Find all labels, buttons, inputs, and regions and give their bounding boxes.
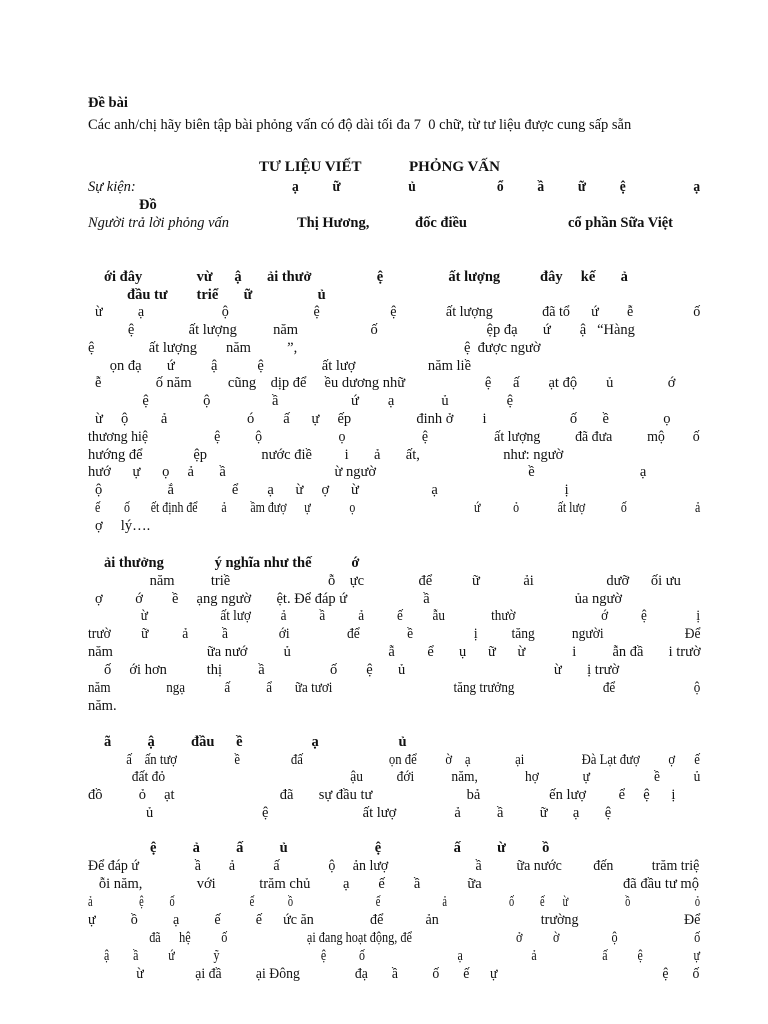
section1-body-line: ộ ắ ể ạ ừ ợ ừ ạ ị [95, 482, 569, 498]
section3-body-line: đồ ỏ ạt đã sự đầu tư bả ến lượ ể ệ ị [88, 787, 676, 803]
section1-body-line: hướ ự ọ ả ầ ừ ngườ ề ạ [88, 464, 647, 480]
section1-body-line: ễ ố năm cũng dịp để ều dương nhữ ệ ấ ạt độ ủ ớ [95, 375, 676, 391]
section1-body-line: hướng để ệp nước điề i ả ất, như: ngườ [88, 447, 564, 463]
section4-body-line: ỗi năm, với trăm chủ ạ ế ầ ữa đã đầu tư mộ [88, 876, 699, 892]
nguoi-tra-loi-label: Người trả lời phỏng vấn [88, 215, 229, 231]
section4-body-line: ự ồ ạ ế ế ức ăn để ản trường Để [88, 912, 701, 928]
section1-question-line2: đầu tư triể ữ ủ [127, 287, 326, 303]
nguoi-tra-loi-company: cổ phần Sữa Việt [568, 215, 673, 231]
section3-question: ã ậ đầu ề ạ ủ [104, 734, 407, 750]
heading: Đề bài [88, 95, 128, 111]
title-left: TƯ LIỆU VIẾT [259, 159, 362, 175]
nguoi-tra-loi-name: Thị Hương, [297, 215, 370, 231]
section4-body-line: ậ ầ ứ ỹ ệ ố ạ ả ấ ệ ự [95, 948, 700, 964]
su-kien-label: Sự kiện: [88, 179, 136, 195]
section2-body-line: trườ ữ ả ầ ới để ề ị tăng người Để [88, 626, 701, 642]
section1-body-line: ế ố ết định để ả ầm đượ ự ọ ứ ỏ ất lượ ố ả [95, 500, 701, 516]
title-right: PHỎNG VẤN [409, 159, 500, 175]
section1-body-line: ọn đạ ứ ậ ệ ất lượ năm liề [88, 358, 472, 374]
section4-body-line: ả ệ ố ế ồ ế ả ố ế ừ ồ ỏ [88, 894, 701, 910]
section2-body-line: năm. [88, 698, 117, 714]
section1-body-line: ừ ộ ả ó ấ ự ếp đinh ở i ố ề ọ [95, 411, 671, 427]
section1-body-line: ừ ạ ộ ệ ệ ất lượng đã tổ ứ ễ ố [95, 304, 701, 320]
section2-body-line: năm ữa nướ ủ ẫ ể ụ ữ ừ i ẫn đầ i trườ [88, 644, 701, 660]
section4-body-line: ừ ại đầ ại Đông đạ ầ ố ế ự ệ ố [95, 966, 700, 982]
section4-body-line: Để đáp ứ ầ ả ấ ộ ản lượ ầ ữa nước đến trăm triệ [88, 858, 700, 874]
section2-body-line: năm triề ỗ ực để ữ ải dưỡ ối ưu [88, 573, 681, 589]
section2-body-line: ừ ất lượ ả ầ ả ế ẫu thườ ớ ệ ị [88, 608, 700, 624]
nguoi-tra-loi-role: đốc điều [415, 215, 467, 231]
section1-body-line: ợ lý…. [95, 518, 151, 534]
section1-body-line: ệ ộ ầ ứ ạ ủ ệ [88, 393, 514, 409]
instruction: Các anh/chị hãy biên tập bài phỏng vấn có độ dài tối đa 7 0 chữ, từ tư liệu được cung sấp sẵn [88, 117, 632, 133]
section3-body-line: ấ ấn tượ ề đấ ọn để ờ ạ ại Đà Lạt đượ ợ ế [104, 752, 700, 768]
section2-body-line: năm ngạ ấ ẩ ữa tươi tăng trưởng để ộ [88, 680, 701, 696]
section3-body-line: đất đỏ ậu đới năm, hợ ự ề ủ [88, 769, 701, 785]
su-kien-line1: ạ ữ ủ ổ ầ ữ ệ ạ [292, 179, 701, 195]
section1-body-line: thương hiệ ệ ộ ọ ệ ất lượng đã đưa mộ ố [88, 429, 700, 445]
section1-body-line: ệ ất lượng năm ố ệp đạ ứ ậ “Hàng [88, 322, 635, 338]
section4-body-line: đã hệ ố ại đang hoạt động, để ở ờ ộ ố [88, 930, 701, 946]
section2-body-line: ố ới hơn thị ầ ố ệ ủ ừ ị trườ [104, 662, 620, 678]
section2-question: ải thưởng ý nghĩa như thế ớ [104, 555, 360, 571]
su-kien-line2: Đồ [139, 197, 157, 213]
section1-body-line: ệ ất lượng năm ”, ệ được ngườ [88, 340, 541, 356]
section2-body-line: ợ ớ ề ạng ngườ ệt. Để đáp ứ ầ ủa ngườ [95, 591, 623, 607]
section3-body-line: ủ ệ ất lượ ả ầ ữ ạ ệ [88, 805, 612, 821]
section1-question-line1: ới đây vừ ậ ải thưở ệ ất lượng đây kế ả [104, 269, 628, 285]
section4-question: ệ ả ấ ủ ệ ấ ừ ồ [150, 840, 550, 856]
